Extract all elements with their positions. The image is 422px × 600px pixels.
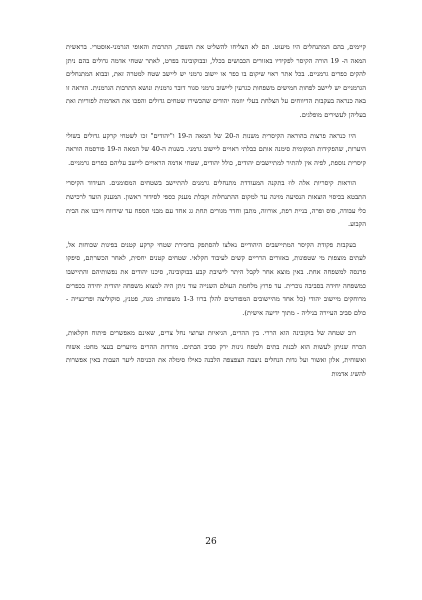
paragraph-4: בעקבות פקודת הקיסר המתיישבים היהודיים נאלצו להסתפק בחכירת שטחי קרקע קטנים בפינות שכוחות אל, לעתים מוצפות מי שטפונות, באזורים הרריים קשים לעיבוד חקלאי. שטחים קטנים יחסית, לאחר הכשרתם, סיפקו פרנסה למשפחה אחת. באין מוצא אחר לקבל היתר לישיבת קבע בבוקובינה, סיכנו יהודים את נפשותיהם והתיישבו כמשפחה יחידה בסביבה נוכרית. עד פרוץ מלחמת העולם השנייה עוד ניתן היה למצוא משפחה יהודית יחידה בכפרים מרוחקים מיישוב יהודי (כל אחד מהיישובים המפורטים להלן ברוו 1-3 משפחות: מגה, פטנץ, סוקוליצה ופרינצייה - כולם סביב העיירה בניליה - מתוך ידיעה אישית). <box>66 240 366 317</box>
paragraph-3: הוראות קיסריות אלה לווּ בתקנה המעודדת מתנחלים גרמנים להתיישב בשטחים המסומנים. העידוד הקיסרי התבטא בכיסוי הוצאות הנסיעה מוינה עד למקום ההתנחלות וקבלת מענק כספי לסידור ראשון. המענק הועד לרכישת כלי עבודה, סוס ופרה, בניית רפת, אורווה, מתבן וחדר מגורים תחת גג אחד עם מבני הספח עד שירווח וייבנו את הבית הקבוע. <box>66 179 366 229</box>
page-number: 26 <box>205 537 217 547</box>
paragraph-1: קיימים, בהם המתנחלים היו מיעוט. הם לא הצליחו להשליט את השפה, התרבות והאופי הגרמני-אוסטרי. בראשית המאה ה- 19 הורה הקיסר לפקידיו באזורים הכבושים בכלל, ובבוקובינה בפרט, לאתר שטחי אדמה גדולים בהם ניתן להקים כפרים גרמניים. בכל אתר ראוי שיקום בו כפר או יישוב גרמני יש ליישב שטח למטרה זאת, ובבוא המתנחלים הגרמניים יש ליישב לפחות חמישים משפחות כגרעין ליישוב גרמני סגור דובר גרמנית ונושא התרבות הגרמנית. הוראה זו באה כנראה בעקבות הדיווחים על הצלחת בעלי יוזמה יהודים שהכשירו שטחים גדולים והפכו את האדמות לפוריות ואת בעליהן לעשירים מופלגים. <box>66 43 366 119</box>
document-body <box>66 41 366 382</box>
paragraph-2: היו כנראה פרצות בהוראה הקיסרית משנות ה-20 של המאה ה-19 ו"יהודים" זכו לשטחי קרקע גדולים בשולי היערות, שהפקידות המקומית סימנה אותם כבלתי ראויים ליישוב גרמני. בשנות ה-40 של המאה ה-19 פורסמה הוראה קיסרית נוספת, לפיה אין להתיר למתיישבים יהודים, כולל יהודים, שטחי אדמה הראויים ליישב עליהם כפרים גרמניים. <box>66 131 366 167</box>
paragraph-5: רוב שטחה של בוקובינה הוא הררי. בין ההרים, הגיאיות וערוצי נחל צרים, שאינם מאפשרים פיתוח חקלאות, הכרח שניתן לעשות הוא לבנות בתים ולטפח גינות ירק סביב הבתים. מורדות ההרים מיוערים בעצי מחט: אשוח ואשוחית, אלון ואשור ועל גדות הנחלים ניצבה הצפצפה הלבנה כאילו סימלה את הכניסה ליער העבות באין אפשרות להשיג אדמות <box>66 329 366 379</box>
